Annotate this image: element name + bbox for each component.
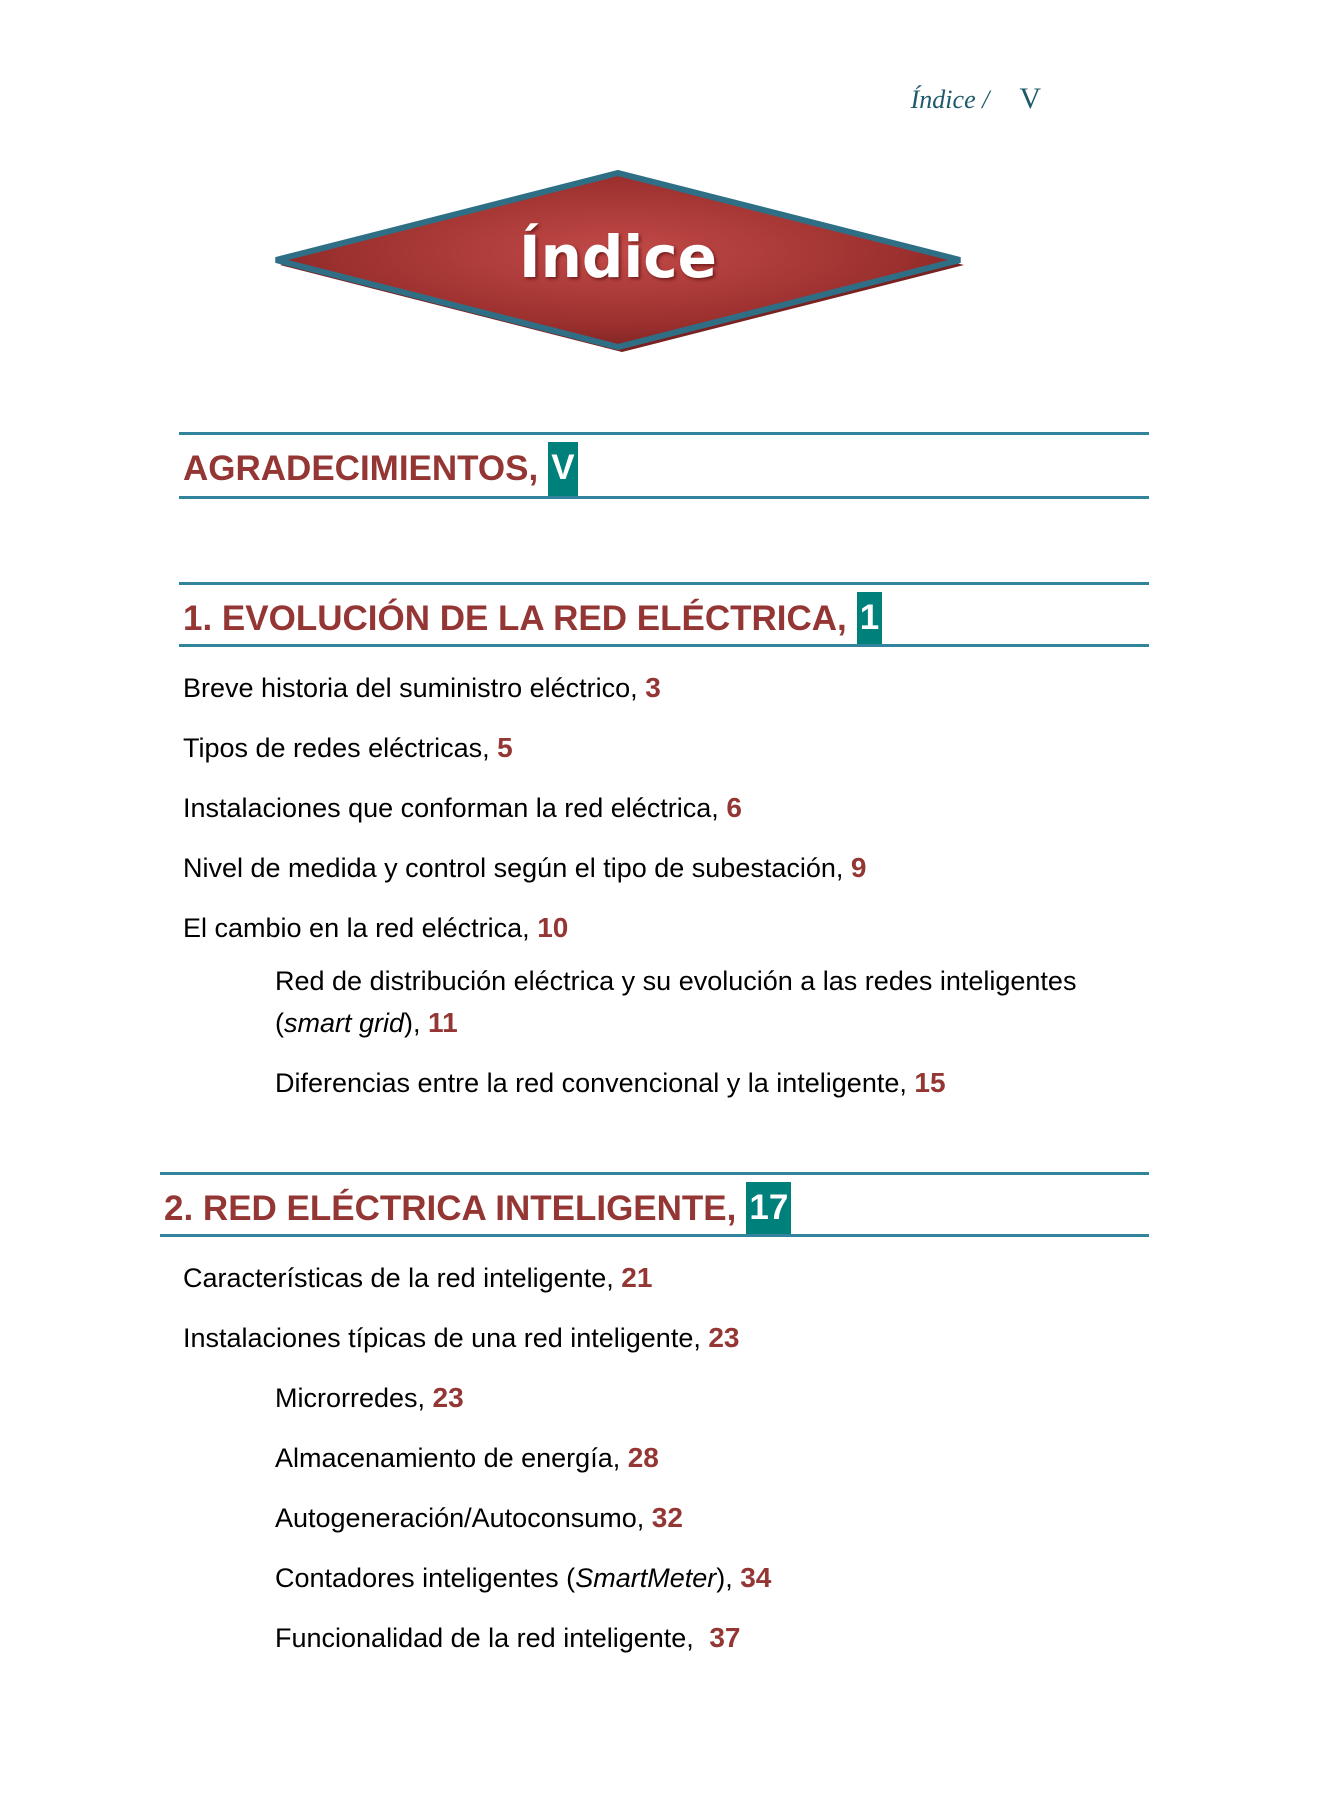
toc-entry-text: Tipos de redes eléctricas, (183, 733, 490, 763)
toc-entry-text: ), (716, 1563, 733, 1593)
toc-entry-text: Contadores inteligentes ( (275, 1563, 576, 1593)
title-diamond (268, 165, 968, 355)
toc-chapter-2[interactable] (164, 1182, 791, 1236)
toc-entry[interactable] (183, 667, 661, 709)
toc-entry[interactable] (183, 727, 513, 769)
toc-entry-page: 9 (850, 852, 867, 883)
rule-ack-top (179, 432, 1149, 435)
toc-entry-text: Red de distribución eléctrica y su evolución a las redes inteligentes (275, 966, 1077, 996)
toc-entry-text: Breve historia del suministro eléctrico, (183, 673, 638, 703)
toc-entry[interactable] (183, 1257, 652, 1299)
toc-entry[interactable] (275, 1497, 683, 1539)
toc-entry-text: Microrredes, (275, 1383, 426, 1413)
toc-entry-text: Funcionalidad de la red inteligente, (275, 1623, 694, 1653)
toc-entry[interactable] (275, 1377, 464, 1419)
page-title: Índice (519, 223, 717, 291)
toc-entry-page: 10 (537, 912, 569, 943)
toc-chapter-2-label: 2. RED ELÉCTRICA INTELIGENTE, (164, 1189, 737, 1228)
toc-entry-text: Almacenamiento de energía, (275, 1443, 621, 1473)
toc-entry-page: 5 (497, 732, 513, 763)
toc-entry-page: 32 (651, 1502, 683, 1533)
toc-entry[interactable] (275, 960, 1076, 1044)
toc-entry-italic: smart grid (284, 1008, 405, 1038)
rule-ack-bottom (179, 496, 1149, 499)
toc-acknowledgements[interactable] (183, 442, 578, 496)
toc-entry-page: 6 (726, 792, 742, 823)
toc-entry-text: Instalaciones que conforman la red eléctrica, (183, 793, 719, 823)
toc-entry-page: 15 (914, 1067, 946, 1098)
toc-entry-text: Autogeneración/Autoconsumo, (275, 1503, 645, 1533)
toc-entry-text: Nivel de medida y control según el tipo de subestación, (183, 853, 844, 883)
running-header (911, 82, 1041, 116)
running-header-page: V (1019, 82, 1041, 115)
toc-entry-page: 23 (432, 1382, 464, 1413)
toc-entry-page: 37 (709, 1622, 741, 1653)
toc-entry-page: 21 (621, 1262, 653, 1293)
toc-entry-text: ), (404, 1008, 421, 1038)
toc-entry-text: Instalaciones típicas de una red inteligente, (183, 1323, 701, 1353)
toc-entry-text: Diferencias entre la red convencional y la inteligente, (275, 1068, 907, 1098)
toc-entry-italic: SmartMeter (575, 1563, 717, 1593)
toc-entry[interactable] (183, 847, 867, 889)
toc-chapter-1[interactable] (183, 592, 882, 646)
toc-entry-text: ( (275, 1008, 284, 1038)
rule-ch2-top (160, 1172, 1149, 1175)
toc-entry-page: 3 (645, 672, 661, 703)
rule-ch2-bottom (160, 1234, 1149, 1237)
running-header-title: Índice / (910, 85, 990, 114)
toc-acknowledgements-page: V (548, 442, 577, 496)
toc-entry-page: 11 (428, 1007, 458, 1038)
toc-entry[interactable] (183, 787, 742, 829)
toc-chapter-2-page: 17 (746, 1182, 791, 1236)
toc-entry-page: 23 (708, 1322, 740, 1353)
toc-acknowledgements-label: AGRADECIMIENTOS, (183, 449, 539, 488)
toc-entry[interactable] (275, 1557, 771, 1599)
toc-entry[interactable] (275, 1437, 659, 1479)
rule-ch1-top (179, 582, 1149, 585)
toc-entry[interactable] (275, 1062, 946, 1104)
toc-chapter-1-page: 1 (857, 592, 882, 646)
toc-entry-page: 28 (627, 1442, 659, 1473)
toc-entry-text: El cambio en la red eléctrica, (183, 913, 530, 943)
toc-entry-page: 34 (740, 1562, 772, 1593)
toc-entry[interactable] (183, 907, 568, 949)
toc-entry-text: Características de la red inteligente, (183, 1263, 614, 1293)
toc-entry[interactable] (275, 1617, 740, 1659)
toc-chapter-1-label: 1. EVOLUCIÓN DE LA RED ELÉCTRICA, (183, 599, 847, 638)
rule-ch1-bottom (179, 644, 1149, 647)
toc-entry[interactable] (183, 1317, 740, 1359)
